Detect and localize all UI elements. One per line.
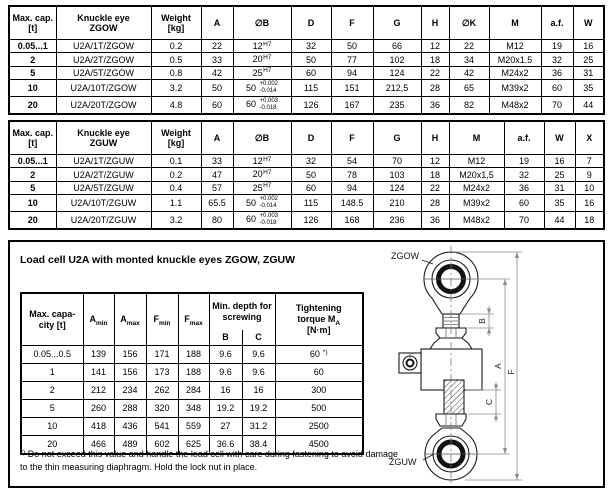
cell: 12 xyxy=(421,40,449,53)
assembly-table xyxy=(20,292,364,455)
cell: 33 xyxy=(201,155,233,168)
cell: 1 xyxy=(21,364,83,382)
cell: 33 xyxy=(201,53,233,66)
table-row xyxy=(9,53,604,66)
cell: 19.2 xyxy=(242,400,275,418)
lower-stud-section xyxy=(444,380,464,414)
column-header: F xyxy=(331,121,373,155)
column-header: Tightening torque $M_A$ [N·m] xyxy=(275,293,363,346)
table-row xyxy=(9,80,604,97)
cell: 0.1 xyxy=(151,155,201,168)
column-header: ∅B xyxy=(233,121,291,155)
table-row xyxy=(21,364,363,382)
cell: 42 xyxy=(449,66,489,79)
cell: $25^{H7}$ xyxy=(233,181,291,194)
column-header: D xyxy=(291,121,331,155)
header-row xyxy=(9,121,604,155)
zgow-dimension-table xyxy=(8,5,605,115)
cell: 625 xyxy=(178,436,209,455)
cell: 0.05...0.5 xyxy=(21,346,83,364)
zguw-label: ZGUW xyxy=(389,457,417,467)
cell: 2 xyxy=(21,382,83,400)
footnote-text: Do not exceed this value and handle the load cell with care during fastening to avoid damage to the thin measuring diaphragm. Hold the lock nut in place. xyxy=(20,449,398,472)
cell: 126 xyxy=(291,212,331,229)
column-header: D xyxy=(291,6,331,40)
cell: 167 xyxy=(331,97,373,114)
cell: 50 xyxy=(291,168,331,181)
zgow-label: ZGOW xyxy=(391,251,419,261)
cell: 80 xyxy=(201,212,233,229)
cell: M20x1.5 xyxy=(489,53,541,66)
cell: 156 xyxy=(114,346,146,364)
cell: 22 xyxy=(201,40,233,53)
cell: 102 xyxy=(373,53,421,66)
cell: U2A/1T/ZGUW xyxy=(56,155,151,168)
cell: 173 xyxy=(146,364,178,382)
cell: 0.2 xyxy=(151,168,201,181)
cell: 28 xyxy=(421,80,449,97)
cell: 0.2 xyxy=(151,40,201,53)
column-header: W xyxy=(544,121,575,155)
column-header: a.f. xyxy=(504,121,544,155)
table-row xyxy=(21,400,363,418)
cell: 20 xyxy=(9,97,56,114)
cell: 126 xyxy=(291,97,331,114)
cell: 25 xyxy=(573,53,604,66)
cell: 50 +0.002 -0.014 xyxy=(233,195,291,212)
cell: 60 xyxy=(541,80,573,97)
table-row xyxy=(9,40,604,53)
cell: 4500 xyxy=(275,436,363,455)
cell: 47 xyxy=(201,168,233,181)
cell: 0.05...1 xyxy=(9,155,56,168)
cell: 9.6 xyxy=(209,364,242,382)
cell: 22 xyxy=(449,40,489,53)
cell: 210 xyxy=(373,195,421,212)
cell: 288 xyxy=(114,400,146,418)
cell: 115 xyxy=(291,80,331,97)
column-header: A xyxy=(201,121,233,155)
cell: 36 xyxy=(421,212,449,229)
cell: 25 xyxy=(544,168,575,181)
cell: 103 xyxy=(373,168,421,181)
cell: 18 xyxy=(421,168,449,181)
cell: M39x2 xyxy=(449,195,504,212)
cell: 234 xyxy=(114,382,146,400)
column-header: Max. cap. [t] xyxy=(9,6,56,40)
cell: 35 xyxy=(544,195,575,212)
cell: 18 xyxy=(421,53,449,66)
cell: 10 xyxy=(575,181,604,194)
load-cell-diagram xyxy=(388,244,603,486)
cell: 60 *) xyxy=(275,346,363,364)
cell: M20x1,5 xyxy=(449,168,504,181)
cell: 36 xyxy=(421,97,449,114)
cell: 50 +0.002 -0.014 xyxy=(233,80,291,97)
cell: 602 xyxy=(146,436,178,455)
cell: 7 xyxy=(575,155,604,168)
dim-label-f: F xyxy=(506,369,516,375)
cell: 9 xyxy=(575,168,604,181)
cell: 260 xyxy=(83,400,114,418)
cell: U2A/20T/ZGUW xyxy=(56,212,151,229)
cell: 31 xyxy=(544,181,575,194)
cell: 44 xyxy=(573,97,604,114)
table-row xyxy=(9,212,604,229)
cell: 320 xyxy=(146,400,178,418)
cell: 36.6 xyxy=(209,436,242,455)
cell: 212,5 xyxy=(373,80,421,97)
column-header: M xyxy=(489,6,541,40)
cell: 50 xyxy=(291,53,331,66)
dim-label-b: B xyxy=(477,318,487,324)
cell: 12 xyxy=(421,155,449,168)
column-header: a.f. xyxy=(541,6,573,40)
cell: 60 xyxy=(504,195,544,212)
cell: 28 xyxy=(421,195,449,212)
cell: 65 xyxy=(449,80,489,97)
cell: 60 xyxy=(201,97,233,114)
cell: 32 xyxy=(291,155,331,168)
column-header: Max. cap. [t] xyxy=(9,121,56,155)
column-header: ∅B xyxy=(233,6,291,40)
cell: U2A/10T/ZGOW xyxy=(56,80,151,97)
table-row xyxy=(21,382,363,400)
cell: 36 xyxy=(541,66,573,79)
cell: U2A/5T/ZGOW xyxy=(56,66,151,79)
cell: 60 xyxy=(275,364,363,382)
column-header: Knuckle eye ZGUW xyxy=(56,121,151,155)
cell: $12^{H7}$ xyxy=(233,155,291,168)
cell: 60 +0.003 -0.018 xyxy=(233,97,291,114)
zguw-dimension-table xyxy=(8,120,605,230)
cell: 19.2 xyxy=(209,400,242,418)
cell: 77 xyxy=(331,53,373,66)
cell: 236 xyxy=(373,212,421,229)
cell: U2A/2T/ZGUW xyxy=(56,168,151,181)
column-subheader: B xyxy=(209,330,242,346)
cell: 50 xyxy=(331,40,373,53)
cell: M24x2 xyxy=(489,66,541,79)
cell: 9.6 xyxy=(242,364,275,382)
cell: 559 xyxy=(178,418,209,436)
cell: 16 xyxy=(209,382,242,400)
cell: 2 xyxy=(9,168,56,181)
cell: M24x2 xyxy=(449,181,504,194)
table-row xyxy=(9,168,604,181)
cell: 541 xyxy=(146,418,178,436)
table-row xyxy=(21,418,363,436)
cell: 32 xyxy=(504,168,544,181)
column-header: G xyxy=(373,6,421,40)
cell: 10 xyxy=(21,418,83,436)
cell: 60 xyxy=(291,181,331,194)
cell: 32 xyxy=(541,53,573,66)
cell: $20^{H7}$ xyxy=(233,168,291,181)
cell: M48x2 xyxy=(449,212,504,229)
cell: 31.2 xyxy=(242,418,275,436)
column-header: X xyxy=(575,121,604,155)
cell: 78 xyxy=(331,168,373,181)
column-header: Weight [kg] xyxy=(151,6,201,40)
cell: 36 xyxy=(504,181,544,194)
column-header: H xyxy=(421,6,449,40)
dim-label-c: C xyxy=(484,398,494,406)
cell: 0.4 xyxy=(151,181,201,194)
column-header: G xyxy=(373,121,421,155)
cell: 348 xyxy=(178,400,209,418)
cell: 16 xyxy=(575,195,604,212)
cell: $20^{H7}$ xyxy=(233,53,291,66)
cell: 34 xyxy=(449,53,489,66)
cell: 3.2 xyxy=(151,212,201,229)
dim-label-a: A xyxy=(493,363,503,369)
cell: 2500 xyxy=(275,418,363,436)
cell: 70 xyxy=(373,155,421,168)
column-header: Max. capa- city [t] xyxy=(21,293,83,346)
cell: 16 xyxy=(544,155,575,168)
cell: 151 xyxy=(331,80,373,97)
cell: 0.8 xyxy=(151,66,201,79)
cell: 9.6 xyxy=(242,346,275,364)
cell: 489 xyxy=(114,436,146,455)
cell: 94 xyxy=(331,181,373,194)
cell: 10 xyxy=(9,195,56,212)
cell: 32 xyxy=(291,40,331,53)
cell: $12^{H7}$ xyxy=(233,40,291,53)
cell: 35 xyxy=(573,80,604,97)
table-row xyxy=(9,181,604,194)
cell: M12 xyxy=(489,40,541,53)
cell: 27 xyxy=(209,418,242,436)
cell: 10 xyxy=(9,80,56,97)
cell: 22 xyxy=(421,181,449,194)
column-header: W xyxy=(573,6,604,40)
column-subheader: C xyxy=(242,330,275,346)
cell: 139 xyxy=(83,346,114,364)
cell: U2A/1T/ZGOW xyxy=(56,40,151,53)
cell: 124 xyxy=(373,181,421,194)
column-header: A xyxy=(201,6,233,40)
column-header: H xyxy=(421,121,449,155)
table-row xyxy=(9,155,604,168)
cell: 19 xyxy=(504,155,544,168)
cell: 60 +0.003 -0.018 xyxy=(233,212,291,229)
header-row xyxy=(9,6,604,40)
cell: 54 xyxy=(331,155,373,168)
column-header: F xyxy=(331,6,373,40)
cell: 235 xyxy=(373,97,421,114)
cell: U2A/2T/ZGOW xyxy=(56,53,151,66)
cell: 171 xyxy=(146,346,178,364)
cell: 19 xyxy=(541,40,573,53)
cell: 0.05...1 xyxy=(9,40,56,53)
cell: 5 xyxy=(9,66,56,79)
cell: U2A/20T/ZGOW xyxy=(56,97,151,114)
cell: 70 xyxy=(504,212,544,229)
cell: 16 xyxy=(242,382,275,400)
cell: 2 xyxy=(9,53,56,66)
cell: 31 xyxy=(573,66,604,79)
section-title: Load cell U2A with monted knuckle eyes ZGOW, ZGUW xyxy=(20,254,295,266)
cell: U2A/10T/ZGUW xyxy=(56,195,151,212)
column-header: $A_{min}$ xyxy=(83,293,114,346)
cell: M12 xyxy=(449,155,504,168)
cell: 20 xyxy=(9,212,56,229)
cell: 18 xyxy=(575,212,604,229)
cell: 50 xyxy=(201,80,233,97)
column-header: $A_{max}$ xyxy=(114,293,146,346)
cell: 66 xyxy=(373,40,421,53)
cell: 65.5 xyxy=(201,195,233,212)
cell: 300 xyxy=(275,382,363,400)
table-row xyxy=(9,66,604,79)
cell: 212 xyxy=(83,382,114,400)
cell: 70 xyxy=(541,97,573,114)
cell: M48x2 xyxy=(489,97,541,114)
cell: 44 xyxy=(544,212,575,229)
cell: 16 xyxy=(573,40,604,53)
cell: 82 xyxy=(449,97,489,114)
cell: 22 xyxy=(421,66,449,79)
column-header: ∅K xyxy=(449,6,489,40)
cell: $25^{H7}$ xyxy=(233,66,291,79)
cell: 4.8 xyxy=(151,97,201,114)
cell: 418 xyxy=(83,418,114,436)
cell: 38.4 xyxy=(242,436,275,455)
table-row xyxy=(21,346,363,364)
cell: 500 xyxy=(275,400,363,418)
cell: 20 xyxy=(21,436,83,455)
cell: 60 xyxy=(291,66,331,79)
column-header: $F_{max}$ xyxy=(178,293,209,346)
cell: U2A/5T/ZGUW xyxy=(56,181,151,194)
cell: 436 xyxy=(114,418,146,436)
cell: 262 xyxy=(146,382,178,400)
cell: 3.2 xyxy=(151,80,201,97)
table-row xyxy=(9,195,604,212)
cell: 124 xyxy=(373,66,421,79)
column-header: M xyxy=(449,121,504,155)
cell: 466 xyxy=(83,436,114,455)
cell: 141 xyxy=(83,364,114,382)
cell: 168 xyxy=(331,212,373,229)
cell: 148.5 xyxy=(331,195,373,212)
cell: 1.1 xyxy=(151,195,201,212)
cell: 57 xyxy=(201,181,233,194)
cell: 9.6 xyxy=(209,346,242,364)
column-header: Min. depth for screwing xyxy=(209,293,275,330)
cell: 188 xyxy=(178,364,209,382)
cell: 188 xyxy=(178,346,209,364)
column-header: $F_{min}$ xyxy=(146,293,178,346)
cell: 115 xyxy=(291,195,331,212)
footnote-marker: *) xyxy=(20,448,26,456)
cell: 5 xyxy=(9,181,56,194)
cell: 156 xyxy=(114,364,146,382)
cell: 284 xyxy=(178,382,209,400)
cell: 0.5 xyxy=(151,53,201,66)
cell: 94 xyxy=(331,66,373,79)
table-row xyxy=(9,97,604,114)
cell: M39x2 xyxy=(489,80,541,97)
assembly-section xyxy=(8,240,605,488)
footnote xyxy=(20,448,406,473)
cell: 42 xyxy=(201,66,233,79)
column-header: Weight [kg] xyxy=(151,121,201,155)
column-header: Knuckle eye ZGOW xyxy=(56,6,151,40)
cell: 5 xyxy=(21,400,83,418)
